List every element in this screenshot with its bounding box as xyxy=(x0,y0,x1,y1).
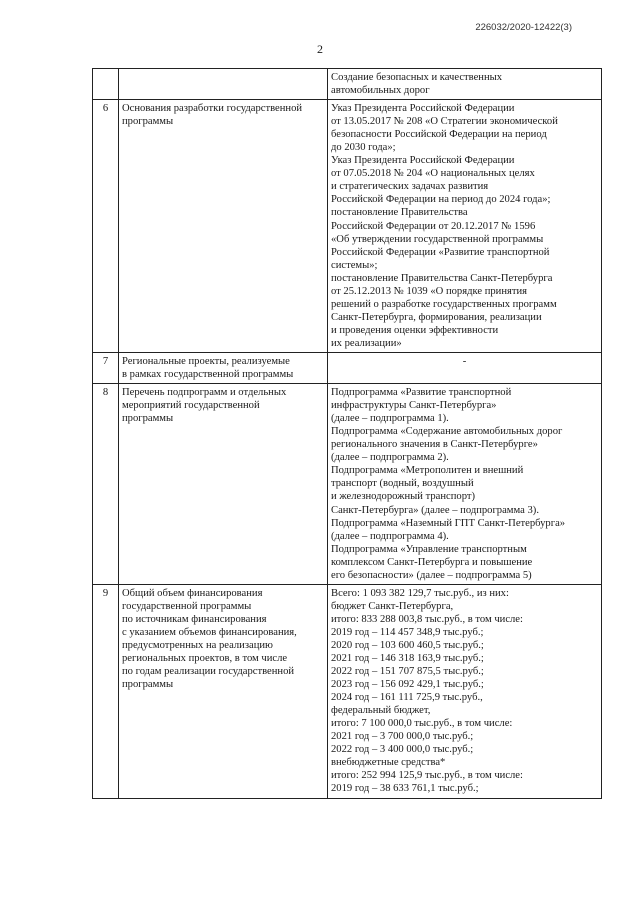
content-line: (далее – подпрограмма 2). xyxy=(331,452,449,464)
content-line: от 07.05.2018 № 204 «О национальных целях xyxy=(331,168,535,180)
content-line: автомобильных дорог xyxy=(331,85,430,97)
content-line: 2019 год – 38 633 761,1 тыс.руб.; xyxy=(331,783,479,795)
label-line: по источникам финансирования xyxy=(122,613,267,625)
content-line: постановление Правительства Санкт-Петербурга xyxy=(331,272,553,284)
label-line: мероприятий государственной xyxy=(122,400,260,412)
table-row xyxy=(93,352,602,383)
row-label xyxy=(119,352,328,383)
content-line: 2019 год – 114 457 348,9 тыс.руб.; xyxy=(331,626,484,638)
content-line: комплексом Санкт-Петербурга и повышение xyxy=(331,556,533,568)
label-line: по годам реализации государственной xyxy=(122,666,295,678)
program-passport-table xyxy=(92,68,602,799)
content-line: их реализации» xyxy=(331,337,402,349)
content-line: 2023 год – 156 092 429,1 тыс.руб.; xyxy=(331,679,484,691)
row-label xyxy=(119,384,328,585)
row-number: 8 xyxy=(93,384,119,585)
content-line: и железнодорожный транспорт) xyxy=(331,491,476,503)
row-content xyxy=(328,352,602,383)
content-line: 2021 год – 3 700 000,0 тыс.руб.; xyxy=(331,731,474,743)
content-line: - xyxy=(462,355,467,367)
table-row xyxy=(93,384,602,585)
content-line: от 25.12.2013 № 1039 «О порядке принятия xyxy=(331,285,528,297)
content-line: 2022 год – 151 707 875,5 тыс.руб.; xyxy=(331,666,484,678)
content-line: 2020 год – 103 600 460,5 тыс.руб.; xyxy=(331,639,484,651)
content-line: бюджет Санкт-Петербурга, xyxy=(331,600,454,612)
row-content xyxy=(328,384,602,585)
table-row xyxy=(93,100,602,353)
content-line: безопасности Российской Федерации на период xyxy=(331,129,547,141)
content-line: Российской Федерации на период до 2024 года»; xyxy=(331,194,551,206)
content-line: Российской Федерации «Развитие транспортной xyxy=(331,246,550,258)
content-line: решений о разработке государственных программ xyxy=(331,298,557,310)
row-label xyxy=(119,69,328,100)
content-line: Создание безопасных и качественных xyxy=(331,72,503,83)
content-line: регионального значения в Санкт-Петербурге» xyxy=(331,439,538,451)
content-line: Подпрограмма «Метрополитен и внешний xyxy=(331,465,524,477)
content-line: инфраструктуры Санкт-Петербурга» xyxy=(331,400,497,412)
content-line: постановление Правительства xyxy=(331,207,468,219)
content-line: Подпрограмма «Содержание автомобильных дорог xyxy=(331,426,563,438)
label-line: программы xyxy=(122,679,174,691)
content-line: Подпрограмма «Наземный ГПТ Санкт-Петербурга» xyxy=(331,517,566,529)
content-line: 2021 год – 146 318 163,9 тыс.руб.; xyxy=(331,653,484,665)
content-line: (далее – подпрограмма 1). xyxy=(331,413,449,425)
label-line: Основания разработки государственной xyxy=(122,103,303,115)
row-label xyxy=(119,584,328,798)
content-line: Указ Президента Российской Федерации xyxy=(331,155,515,167)
label-line: Перечень подпрограмм и отдельных xyxy=(122,387,287,399)
label-line: Региональные проекты, реализуемые xyxy=(122,355,290,367)
content-line: (далее – подпрограмма 4). xyxy=(331,530,449,542)
row-label xyxy=(119,100,328,353)
label-line: государственной программы xyxy=(122,600,252,612)
row-number: 9 xyxy=(93,584,119,798)
label-line: предусмотренных на реализацию xyxy=(122,639,273,651)
row-number: 6 xyxy=(93,100,119,353)
content-line: итого: 833 288 003,8 тыс.руб., в том числе: xyxy=(331,613,523,625)
label-line: региональных проектов, в том числе xyxy=(122,653,288,665)
content-line: итого: 252 994 125,9 тыс.руб., в том числе: xyxy=(331,770,523,782)
content-line: системы»; xyxy=(331,259,378,271)
row-number: 7 xyxy=(93,352,119,383)
label-line: в рамках государственной программы xyxy=(122,369,294,381)
content-line: Российской Федерации от 20.12.2017 № 1596 xyxy=(331,220,536,232)
label-line: программы xyxy=(122,116,174,128)
label-line: программы xyxy=(122,413,174,425)
content-line: «Об утверждении государственной программы xyxy=(331,233,544,245)
label-line: Общий объем финансирования xyxy=(122,587,263,599)
content-line: внебюджетные средства* xyxy=(331,757,446,769)
content-line: 2022 год – 3 400 000,0 тыс.руб.; xyxy=(331,744,474,756)
content-line: его безопасности» (далее – подпрограмма 5) xyxy=(331,569,532,581)
row-content xyxy=(328,100,602,353)
content-line: Санкт-Петербурга, формирования, реализации xyxy=(331,311,542,323)
row-number xyxy=(93,69,119,100)
row-content xyxy=(328,584,602,798)
content-line: итого: 7 100 000,0 тыс.руб., в том числе: xyxy=(331,718,513,730)
content-line: до 2030 года»; xyxy=(331,142,396,154)
content-line: и проведения оценки эффективности xyxy=(331,324,499,336)
table-row xyxy=(93,584,602,798)
content-line: Всего: 1 093 382 129,7 тыс.руб., из них: xyxy=(331,587,509,599)
content-line: Санкт-Петербурга» (далее – подпрограмма 3). xyxy=(331,504,539,516)
content-line: и стратегических задачах развития xyxy=(331,181,489,193)
document-id: 226032/2020-12422(3) xyxy=(475,22,572,33)
content-line: транспорт (водный, воздушный xyxy=(331,478,474,490)
content-line: Указ Президента Российской Федерации xyxy=(331,103,515,115)
content-line: Подпрограмма «Управление транспортным xyxy=(331,543,527,555)
row-content xyxy=(328,69,602,100)
page-number: 2 xyxy=(317,42,323,56)
content-line: от 13.05.2017 № 208 «О Стратегии экономической xyxy=(331,116,558,128)
table-row xyxy=(93,69,602,100)
content-line: 2024 год – 161 111 725,9 тыс.руб., xyxy=(331,692,483,704)
content-line: федеральный бюджет, xyxy=(331,705,431,717)
label-line: с указанием объемов финансирования, xyxy=(122,626,297,638)
content-line: Подпрограмма «Развитие транспортной xyxy=(331,387,512,399)
